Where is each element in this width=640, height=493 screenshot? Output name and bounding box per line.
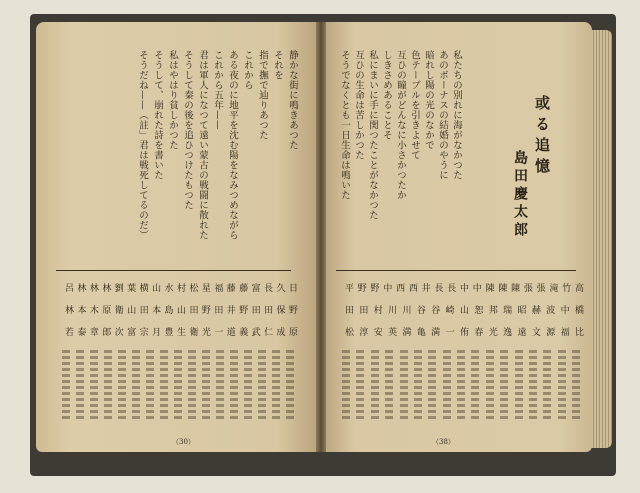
left-member-char: 豊 (162, 327, 173, 336)
left-member-char: 田 (212, 305, 223, 314)
left-member-char: 木 (87, 305, 98, 314)
left-member-char: 章 (87, 327, 98, 336)
right-member-char: 松 (343, 327, 353, 336)
right-member-char: 一 (443, 327, 454, 336)
left-member-char: 野 (287, 305, 297, 314)
left-member-char: 武 (249, 327, 260, 336)
left-poem-line: そうして秦の後を追ひつけたもつた (182, 50, 193, 210)
left-member-address-text (174, 350, 182, 420)
left-member-address-text (90, 350, 98, 420)
left-member-char: 日 (287, 283, 297, 292)
poem-author: 島田慶太郎 (512, 150, 528, 240)
left-poem-line: ある夜のに地平を沈む陽をなみつめながら (227, 50, 238, 240)
right-member-char: 中 (458, 283, 468, 292)
right-poem-line: 色テーブルを引きよせて (409, 50, 420, 160)
left-member-char: 呂 (63, 283, 73, 292)
left-member-address-text (146, 350, 154, 420)
right-member-address-text (572, 350, 580, 420)
left-member-address-text (132, 350, 140, 420)
left-member-char: 光 (199, 327, 210, 336)
right-member-char: 橋 (573, 305, 583, 314)
right-member-char: 淳 (357, 327, 368, 336)
left-member-char: 林 (87, 283, 98, 292)
left-member-char: 松 (187, 283, 198, 292)
left-member-address-text (104, 350, 112, 420)
left-divider (56, 270, 291, 271)
left-member-char: 本 (75, 305, 86, 314)
right-member-char: 福 (558, 327, 569, 336)
right-member-address-text (400, 350, 408, 420)
right-poem-line: 互ひの瞳がどんなに小さかつたか (395, 50, 406, 200)
right-member-char: 村 (371, 305, 382, 314)
left-member-char: 泰 (75, 327, 86, 336)
right-poem-line: 私にまいに手に関つたことがなかつた (367, 50, 378, 220)
right-member-char: 西 (394, 283, 405, 292)
left-member-char: 福 (212, 283, 223, 292)
left-member-char: 一 (212, 327, 223, 336)
right-member-char: 波 (544, 305, 555, 314)
left-member-char: 義 (237, 327, 248, 336)
left-member-char: 野 (199, 305, 210, 314)
left-poem-line: 君は軍人になつて遠い蒙古の戦闘に散れた (197, 50, 208, 240)
left-member-address-text (286, 350, 294, 420)
left-member-char: 生 (175, 327, 185, 336)
left-member-char: 林 (75, 283, 86, 292)
left-member-char: 山 (175, 305, 185, 314)
right-member-char: 長 (432, 283, 443, 292)
right-member-address-text (543, 350, 551, 420)
left-member-char: 衛 (112, 305, 123, 314)
right-member-char: 遠 (515, 327, 526, 336)
left-member-char: 久 (274, 283, 285, 292)
left-member-char: 次 (112, 327, 123, 336)
right-member-char: 平 (343, 283, 353, 292)
left-member-char: 山 (125, 305, 136, 314)
left-member-char: 若 (63, 327, 73, 336)
left-poem-line: そうして、崩れた詩を書いた (152, 50, 163, 180)
right-member-address-text (457, 350, 465, 420)
right-member-char: 安 (371, 327, 382, 336)
left-member-char: 郎 (100, 327, 111, 336)
left-member-address-text (160, 350, 168, 420)
right-member-char: 山 (458, 305, 468, 314)
right-member-char: 英 (386, 327, 397, 336)
left-member-char: 富 (125, 327, 136, 336)
left-member-char: 富 (249, 283, 260, 292)
left-member-char: 井 (224, 305, 235, 314)
right-member-char: 春 (472, 327, 483, 336)
right-member-char: 谷 (429, 305, 440, 314)
left-member-char: 長 (262, 283, 273, 292)
left-member-char: 月 (150, 327, 161, 336)
right-member-address-text (558, 350, 566, 420)
right-member-char: 滝 (547, 283, 558, 292)
left-member-address-text (188, 350, 196, 420)
right-divider (336, 270, 576, 271)
right-member-address-text (529, 350, 537, 420)
left-member-char: 島 (162, 305, 173, 314)
right-member-char: 文 (529, 327, 540, 336)
left-poem-line: これから (242, 50, 253, 90)
right-member-char: 谷 (414, 305, 425, 314)
right-member-address-text (414, 350, 422, 420)
right-member-char: 満 (400, 327, 411, 336)
left-member-char: 田 (262, 305, 273, 314)
right-member-char: 井 (419, 283, 430, 292)
poem-title: 或る追憶 (533, 95, 551, 179)
left-member-char: 村 (175, 283, 185, 292)
right-member-char: 邦 (486, 305, 497, 314)
right-member-char: 野 (355, 283, 366, 292)
right-poem-line: あのボーナスの結婚のやうに (437, 50, 448, 180)
right-member-char: 瑞 (501, 305, 512, 314)
right-page-number: （38） (432, 438, 455, 446)
right-member-char: 中 (558, 305, 569, 314)
right-member-char: 野 (368, 283, 379, 292)
left-member-char: 田 (137, 305, 148, 314)
right-member-address-text (471, 350, 479, 420)
right-member-char: 川 (400, 305, 411, 314)
right-member-address-text (385, 350, 393, 420)
right-member-char: 崎 (443, 305, 454, 314)
right-member-char: 恕 (472, 305, 483, 314)
left-member-char: 葉 (125, 283, 136, 292)
right-member-char: 張 (534, 283, 545, 292)
left-member-char: 宗 (137, 327, 148, 336)
right-member-char: 田 (343, 305, 353, 314)
left-member-char: 藤 (224, 283, 235, 292)
right-member-char: 昭 (515, 305, 526, 314)
right-member-address-text (486, 350, 494, 420)
left-member-char: 本 (150, 305, 161, 314)
right-member-char: 光 (486, 327, 497, 336)
left-page-number: （30） (172, 438, 195, 446)
left-poem-line: 静かな街に鳴きあつた (287, 50, 298, 150)
right-poem-line: そうでなくとも一日生命は鳴いた (339, 50, 350, 200)
right-member-address-text (342, 350, 350, 420)
right-member-char: 源 (544, 327, 555, 336)
left-member-char: 山 (150, 283, 161, 292)
right-poem-line: 互ひの生命は苦しかつた (353, 50, 364, 160)
left-member-char: 星 (199, 283, 210, 292)
right-member-char: 陳 (496, 283, 507, 292)
right-member-char: 逸 (501, 327, 512, 336)
right-member-address-text (443, 350, 451, 420)
right-member-char: 竹 (560, 283, 571, 292)
left-member-address-text (230, 350, 238, 420)
right-member-char: 高 (573, 283, 583, 292)
right-member-address-text (356, 350, 364, 420)
left-member-char: 田 (187, 305, 198, 314)
left-member-address-text (62, 350, 70, 420)
right-member-char: 長 (445, 283, 456, 292)
left-member-address-text (258, 350, 266, 420)
left-poem-line: 指で撫で辿りあつた (257, 50, 268, 140)
right-member-char: 比 (573, 327, 583, 336)
left-member-char: 林 (100, 283, 111, 292)
right-member-char: 川 (386, 305, 397, 314)
right-poem-line: 私たちの別れに海がなかつた (451, 50, 462, 180)
left-member-address-text (118, 350, 126, 420)
left-member-char: 劉 (112, 283, 123, 292)
left-member-char: 横 (137, 283, 148, 292)
left-member-char: 原 (287, 327, 297, 336)
right-member-char: 亀 (414, 327, 425, 336)
left-member-address-text (272, 350, 280, 420)
left-poem-line: これから五年—— (212, 50, 223, 130)
book-gutter (316, 22, 326, 452)
left-member-address-text (216, 350, 224, 420)
right-member-address-text (428, 350, 436, 420)
left-member-address-text (244, 350, 252, 420)
left-member-char: 道 (224, 327, 235, 336)
right-poem-line: しきさめあることそ (381, 50, 392, 140)
right-member-char: 侑 (458, 327, 468, 336)
left-poem-line: 私はやはり貧しかつた (167, 50, 178, 150)
right-member-char: 西 (406, 283, 417, 292)
left-member-char: 保 (274, 305, 285, 314)
right-member-address-text (500, 350, 508, 420)
right-member-char: 赫 (529, 305, 540, 314)
left-member-char: 原 (100, 305, 111, 314)
left-member-char: 仁 (262, 327, 273, 336)
right-member-char: 張 (521, 283, 532, 292)
right-member-char: 陳 (483, 283, 494, 292)
right-poem-line: 暗れし陽の光のなかで (423, 50, 434, 150)
left-poem-line: そうだね——（註」君は戦死してるのだ） (137, 50, 148, 240)
right-member-char: 満 (429, 327, 440, 336)
left-member-char: 成 (274, 327, 285, 336)
left-member-address-text (76, 350, 84, 420)
left-member-char: 藤 (237, 283, 248, 292)
right-member-char: 陳 (509, 283, 520, 292)
right-member-char: 田 (357, 305, 368, 314)
left-poem-line: それを (272, 50, 283, 80)
left-member-char: 衛 (187, 327, 198, 336)
left-member-char: 田 (249, 305, 260, 314)
left-member-char: 野 (237, 305, 248, 314)
right-member-address-text (515, 350, 523, 420)
left-member-address-text (202, 350, 210, 420)
left-member-char: 水 (162, 283, 173, 292)
right-member-address-text (371, 350, 379, 420)
left-member-char: 林 (63, 305, 73, 314)
right-member-char: 中 (470, 283, 481, 292)
right-member-char: 中 (381, 283, 392, 292)
